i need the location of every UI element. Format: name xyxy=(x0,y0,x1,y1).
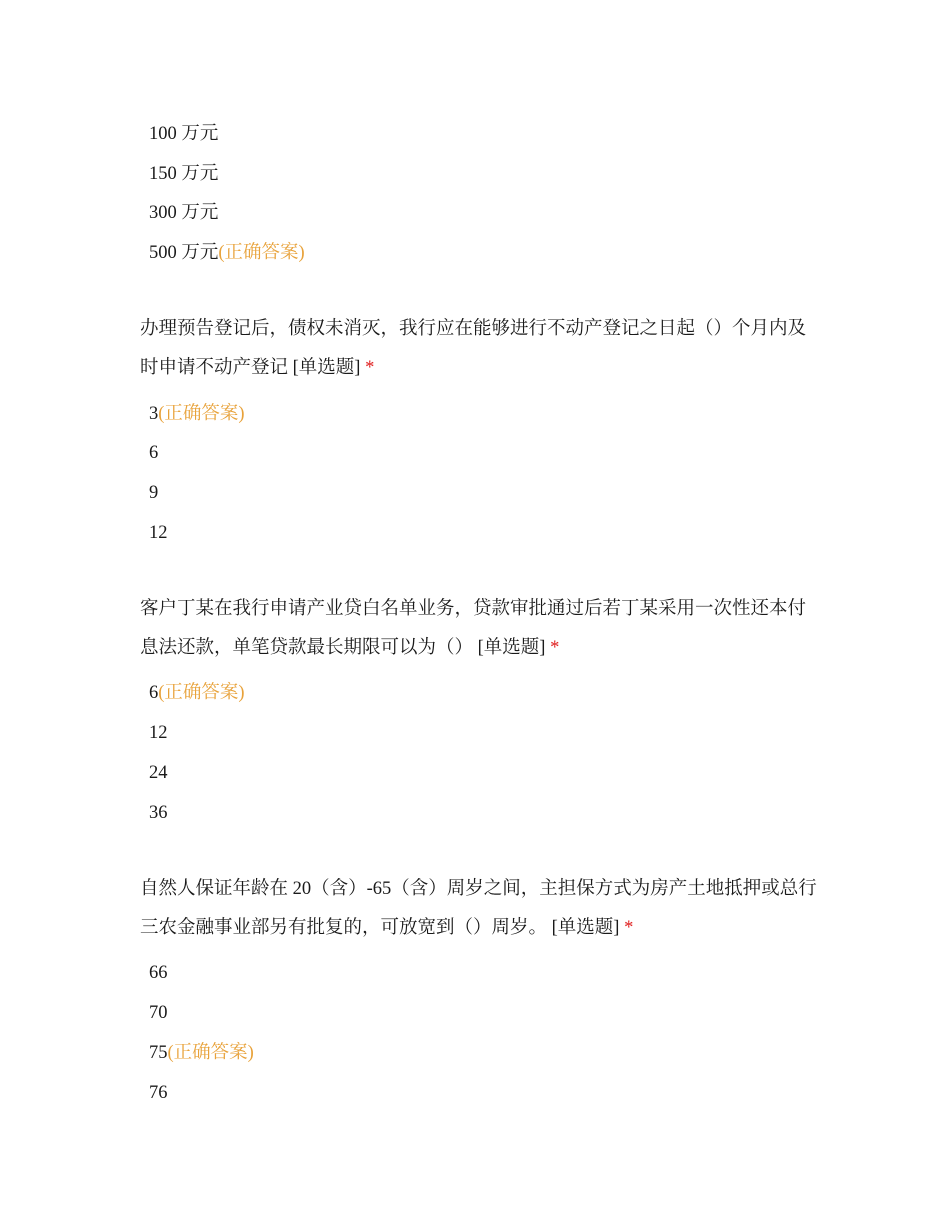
option-label: 75 xyxy=(149,1043,168,1063)
option-2-4 xyxy=(149,520,168,546)
correct-answer-badge: (正确答案) xyxy=(158,683,245,703)
correct-answer-badge: (正确答案) xyxy=(218,243,305,263)
option-label: 12 xyxy=(149,523,168,543)
option-4-2 xyxy=(149,1000,168,1026)
question-text: 自然人保证年龄在 20（含）-65（含）周岁之间，主担保方式为房产土地抵押或总行三农金融事业部另有批复的，可放宽到（）周岁。 xyxy=(140,879,817,938)
question-text: 办理预告登记后，债权未消灭，我行应在能够进行不动产登记之日起（）个月内及时申请不动产登记 xyxy=(140,319,807,378)
option-label: 6 xyxy=(149,443,159,463)
question-title xyxy=(140,590,820,668)
option-3-4 xyxy=(149,800,168,826)
required-mark: * xyxy=(624,918,634,938)
option-4-4 xyxy=(149,1080,168,1106)
option-label: 3 xyxy=(149,404,159,424)
correct-answer-badge: (正确答案) xyxy=(167,1043,254,1063)
option-2-3 xyxy=(149,480,158,506)
question-text: 客户丁某在我行申请产业贷白名单业务，贷款审批通过后若丁某采用一次性还本付息法还款，单笔贷款最长期限可以为（） xyxy=(140,599,807,658)
option-4-1 xyxy=(149,960,168,986)
option-1-2 xyxy=(149,161,218,187)
question-title xyxy=(140,310,820,388)
option-1-4 xyxy=(149,240,305,266)
option-label: 300 万元 xyxy=(149,203,219,223)
option-label: 36 xyxy=(149,803,168,823)
option-3-1 xyxy=(149,680,245,706)
question-type-tag: [单选题] xyxy=(292,358,361,378)
option-4-3 xyxy=(149,1040,254,1066)
question-type-tag: [单选题] xyxy=(477,638,546,658)
option-1-1 xyxy=(149,121,218,147)
required-mark: * xyxy=(365,358,375,378)
option-label: 70 xyxy=(149,1003,168,1023)
option-label: 500 万元 xyxy=(149,243,219,263)
option-label: 24 xyxy=(149,763,168,783)
option-2-1 xyxy=(149,401,245,427)
option-1-3 xyxy=(149,200,218,226)
question-type-tag: [单选题] xyxy=(551,918,620,938)
option-label: 12 xyxy=(149,723,168,743)
option-3-2 xyxy=(149,720,168,746)
option-label: 150 万元 xyxy=(149,164,219,184)
option-label: 9 xyxy=(149,483,159,503)
question-title xyxy=(140,870,820,948)
option-3-3 xyxy=(149,760,168,786)
option-label: 76 xyxy=(149,1083,168,1103)
option-label: 66 xyxy=(149,963,168,983)
option-label: 100 万元 xyxy=(149,124,219,144)
option-2-2 xyxy=(149,440,158,466)
required-mark: * xyxy=(550,638,560,658)
correct-answer-badge: (正确答案) xyxy=(158,404,245,424)
option-label: 6 xyxy=(149,683,159,703)
